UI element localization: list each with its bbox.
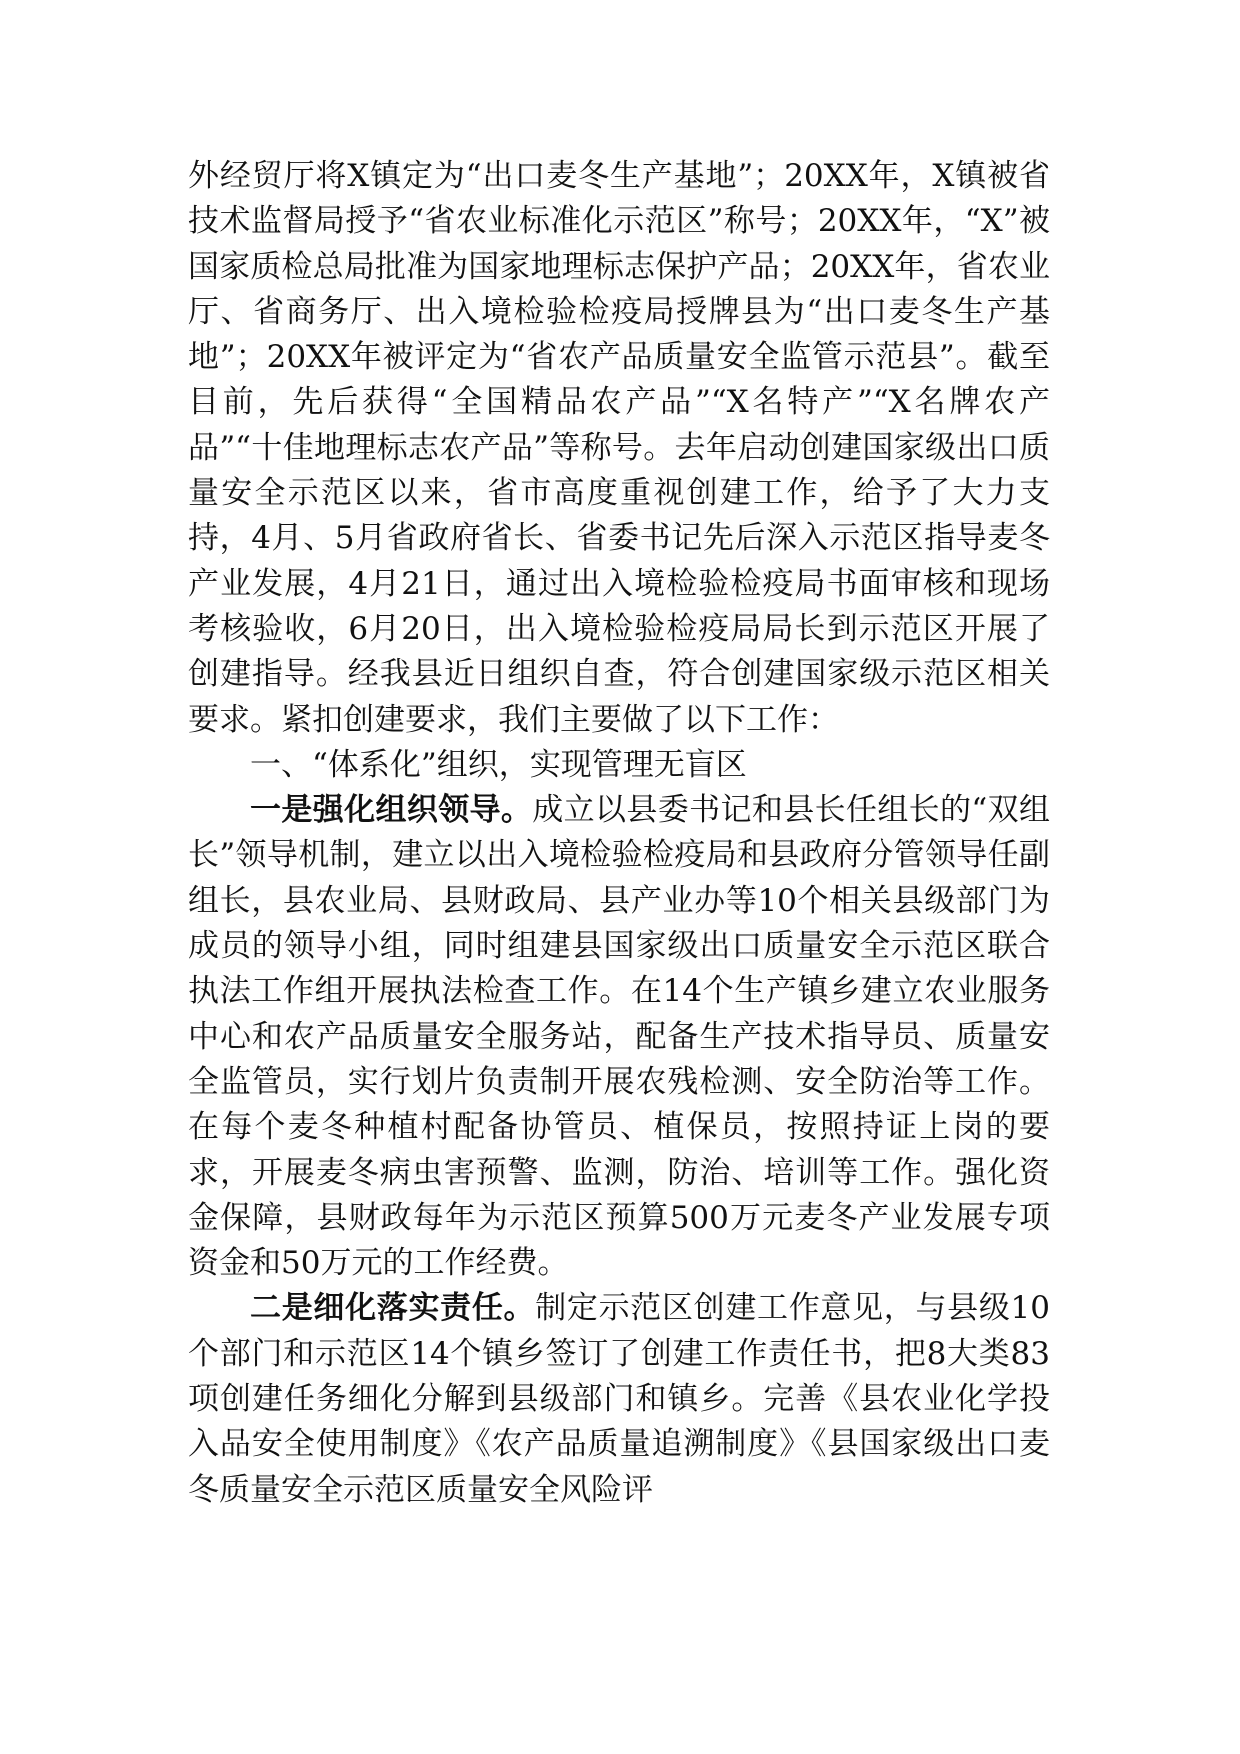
paragraph-lead: 一是强化组织领导。 (250, 792, 533, 829)
paragraph-lead: 二是细化落实责任。 (250, 1290, 536, 1327)
paragraph-responsibility (188, 1286, 1050, 1512)
paragraph-body: 制定示范区创建工作意见，与县级10个部门和示范区14个镇乡签订了创建工作责任书，把8大类83项创建任务细化分解到县级部门和镇乡。完善《县农业化学投入品安全使用制度》《农产品质量追溯制度》《县国家级出口麦冬质量安全示范区质量安全风险评 (188, 1290, 1051, 1508)
document-body (188, 154, 1050, 1513)
paragraph-body: 成立以县委书记和县长任组长的“双组长”领导机制，建立以出入境检验检疫局和县政府分管领导任副组长，县农业局、县财政局、县产业办等10个相关县级部门为成员的领导小组，同时组建县国家级出口质量安全示范区联合执法工作组开展执法检查工作。在14个生产镇乡建立农业服务中心和农产品质量安全服务站，配备生产技术指导员、质量安全监管员，实行划片负责制开展农残检测、安全防治等工作。在每个麦冬种植村配备协管员、植保员，按照持证上岗的要求，开展麦冬病虫害预警、监测，防治、培训等工作。强化资金保障，县财政每年为示范区预算500万元麦冬产业发展专项资金和50万元的工作经费。 (188, 792, 1050, 1282)
paragraph-organization (188, 788, 1050, 1286)
paragraph-intro: 外经贸厅将X镇定为“出口麦冬生产基地”；20XX年，X镇被省技术监督局授予“省农业标准化示范区”称号；20XX年，“X”被国家质检总局批准为国家地理标志保护产品；20XX年，省农业厅、省商务厅、出入境检验检疫局授牌县为“出口麦冬生产基地”；20XX年被评定为“省农产品质量安全监管示范县”。截至目前，先后获得“全国精品农产品”“X名特产”“X名牌农产品”“十佳地理标志农产品”等称号。去年启动创建国家级出口质量安全示范区以来，省市高度重视创建工作，给予了大力支持，4月、5月省政府省长、省委书记先后深入示范区指导麦冬产业发展，4月21日，通过出入境检验检疫局书面审核和现场考核验收，6月20日，出入境检验检疫局局长到示范区开展了创建指导。经我县近日组织自查，符合创建国家级示范区相关要求。紧扣创建要求，我们主要做了以下工作： (188, 158, 1050, 738)
section-heading: 一、“体系化”组织，实现管理无盲区 (250, 746, 747, 783)
